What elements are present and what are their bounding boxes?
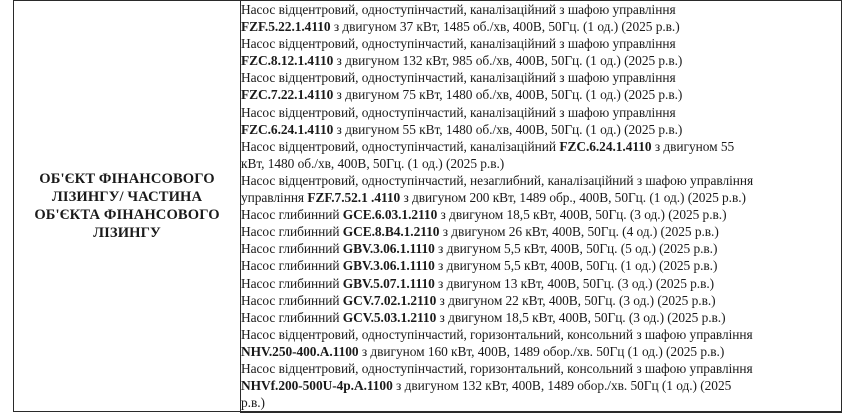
equipment-item: Насос глибинний GBV.3.06.1.1110 з двигуном 5,5 кВт, 400В, 50Гц. (5 од.) (2025 р.в.) [241, 241, 718, 257]
equipment-item: Насос глибинний GCE.6.03.1.2110 з двигуном 18,5 кВт, 400В, 50Гц. (3 од.) (2025 р.в.) [241, 207, 727, 223]
equipment-item: Насос відцентровий, одноступінчастий, каналізаційний з шафою управління FZC.8.12.1.4110 з двигуном 132 кВт, 985 об./хв, 400В, 50Гц. (1 од.) (2025 р.в.) [241, 36, 683, 69]
equipment-item: Насос глибинний GCE.8.B4.1.2110 з двигуном 26 кВт, 400В, 50Гц. (4 од.) (2025 р.в.) [241, 224, 719, 240]
equipment-item: Насос відцентровий, одноступінчастий, каналізаційний з шафою управління FZC.7.22.1.4110 з двигуном 75 кВт, 1480 об./хв, 400В, 50Гц. (1 од.) (2025 р.в.) [241, 70, 683, 103]
equipment-item: Насос глибинний GBV.5.07.1.1110 з двигуном 13 кВт, 400В, 50Гц. (3 од.) (2025 р.в.) [241, 275, 715, 291]
leasing-object-table [13, 0, 842, 412]
equipment-item: Насос глибинний GBV.3.06.1.1110 з двигуном 5,5 кВт, 400В, 50Гц. (1 од.) (2025 р.в.) [241, 258, 718, 274]
equipment-item: Насос відцентровий, одноступінчастий, каналізаційний з шафою управління FZF.5.22.1.4110 з двигуном 37 кВт, 1485 об./хв, 400В, 50Гц. (1 од.) (2025 р.в.) [241, 2, 680, 35]
model-code: GBV.3.06.1.1110 [342, 241, 435, 257]
label-line: ЛІЗИНГУ/ ЧАСТИНА [51, 189, 203, 206]
equipment-item: Насос глибинний GCV.5.03.1.2110 з двигуном 18,5 кВт, 400В, 50Гц. (3 од.) (2025 р.в.) [241, 309, 726, 325]
model-code: NHV.250-400.A.1100 [241, 343, 359, 359]
model-code: FZC.6.24.1.4110 [241, 121, 334, 137]
model-code: FZF.7.52.1 .4110 [307, 190, 401, 206]
label-line: ОБ'ЄКТ ФІНАНСОВОГО [39, 171, 215, 188]
equipment-item: Насос відцентровий, одноступінчастий, каналізаційний з шафою управління FZC.6.24.1.4110 з двигуном 55 кВт, 1480 об./хв, 400В, 50Гц. (1 од.) (2025 р.в.) [241, 104, 683, 137]
label-line: ЛІЗИНГУ [93, 225, 161, 242]
equipment-item: Насос відцентровий, одноступінчастий, горизонтальний, консольний з шафою управління NHVf.200-500U-4p.A.1100 з двигуном 132 кВт, 400В, 1489 обор./хв. 50Гц (1 од.) (2025 р.в.) [241, 360, 753, 411]
leasing-object-label [14, 1, 241, 412]
model-code: FZC.8.12.1.4110 [241, 53, 334, 69]
model-code: FZC.7.22.1.4110 [241, 87, 334, 103]
model-code: GCE.6.03.1.2110 [342, 207, 438, 223]
model-code: GBV.3.06.1.1110 [342, 258, 435, 274]
model-code: GCV.7.02.1.2110 [342, 292, 437, 308]
label-line: ОБ'ЄКТА ФІНАНСОВОГО [34, 207, 220, 224]
model-code: GCV.5.03.1.2110 [342, 309, 437, 325]
model-code: NHVf.200-500U-4p.A.1100 [241, 378, 393, 394]
equipment-list [241, 1, 842, 412]
equipment-item: Насос відцентровий, одноступінчастий, горизонтальний, консольний з шафою управління NHV.250-400.A.1100 з двигуном 160 кВт, 400В, 1489 обор./хв. 50Гц (1 од.) (2025 р.в.) [241, 326, 753, 359]
model-code: GCE.8.B4.1.2110 [342, 224, 440, 240]
model-code: GBV.5.07.1.1110 [342, 275, 435, 291]
equipment-item: Насос відцентровий, одноступінчастий, незаглибний, каналізаційний з шафою управління управління FZF.7.52.1 .4110 з двигуном 200 кВт, 1489 обр., 400В, 50Гц. (1 од.) (2025 р.в.) [241, 172, 754, 206]
equipment-item: Насос глибинний GCV.7.02.1.2110 з двигуном 22 кВт, 400В, 50Гц. (3 од.) (2025 р.в.) [241, 292, 716, 308]
equipment-item: Насос відцентровий, одноступінчастий, каналізаційний FZC.6.24.1.4110 з двигуном 55 кВт, 1480 об./хв, 400В, 50Гц. (1 од.) (2025 р.в.) [241, 138, 735, 171]
model-code: FZF.5.22.1.4110 [241, 19, 331, 35]
model-code: FZC.6.24.1.4110 [559, 138, 652, 154]
